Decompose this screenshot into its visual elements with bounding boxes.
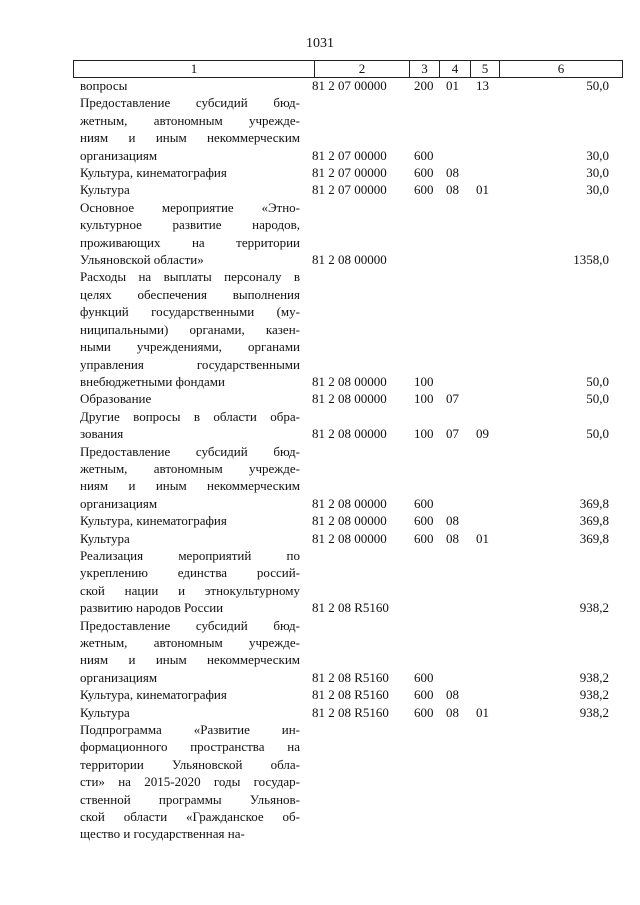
description-line: территории Ульяновской обла- [80, 756, 300, 772]
budget-table-body [0, 77, 640, 843]
row-description [80, 547, 300, 617]
table-row [0, 390, 640, 407]
description-line: щество и государственная на- [80, 826, 245, 842]
description-line: Ульяновской области» [80, 252, 204, 268]
description-line: зования [80, 426, 124, 442]
row-description [80, 530, 300, 547]
budget-code: 81 2 08 00000 [312, 373, 387, 389]
expense-type-code: 600 [414, 513, 434, 529]
subsection-code: 01 [476, 704, 489, 720]
description-line: Расходы на выплаты персоналу в [80, 269, 300, 285]
amount-value: 369,8 [579, 495, 609, 511]
description-line: организациям [80, 495, 158, 511]
description-line: ской области «Гражданское об- [80, 809, 300, 825]
description-line: функций государственными (му- [80, 304, 300, 320]
expense-type-code: 600 [414, 530, 434, 546]
table-row [0, 199, 640, 269]
table-row [0, 77, 640, 94]
description-line: проживающих на территории [80, 234, 300, 250]
description-line: культурное развитие народов, [80, 217, 300, 233]
column-header-1: 1 [190, 61, 198, 76]
description-line: Другие вопросы в области обра- [80, 408, 300, 424]
table-row [0, 268, 640, 390]
section-code: 08 [446, 182, 459, 198]
description-line: Реализация мероприятий по [80, 547, 300, 563]
section-code: 07 [446, 426, 459, 442]
table-row [0, 530, 640, 547]
table-row [0, 94, 640, 164]
description-line: Культура, кинематография [80, 165, 227, 181]
description-line: ской нации и этнокультурному [80, 582, 300, 598]
row-description [80, 721, 300, 843]
expense-type-code: 600 [414, 669, 434, 685]
expense-type-code: 600 [414, 182, 434, 198]
column-header-3: 3 [421, 61, 428, 76]
expense-type-code: 100 [414, 373, 434, 389]
table-row [0, 443, 640, 513]
row-description [80, 512, 300, 529]
budget-code: 81 2 08 00000 [312, 252, 387, 268]
section-code: 01 [446, 78, 459, 93]
budget-code: 81 2 08 00000 [312, 530, 387, 546]
row-description [80, 686, 300, 703]
budget-code: 81 2 08 R5160 [312, 669, 389, 685]
amount-value: 50,0 [586, 373, 609, 389]
expense-type-code: 100 [414, 391, 434, 407]
description-line: Культура, кинематография [80, 513, 227, 529]
column-header-4: 4 [451, 61, 459, 76]
expense-type-code: 100 [414, 426, 434, 442]
budget-code: 81 2 08 00000 [312, 426, 387, 442]
amount-value: 30,0 [586, 147, 609, 163]
description-line: ными учреждениями, органами [80, 339, 300, 355]
budget-code: 81 2 08 00000 [312, 391, 387, 407]
budget-code: 81 2 07 00000 [312, 147, 387, 163]
row-description [80, 181, 300, 198]
description-line: вопросы [80, 78, 128, 93]
table-row [0, 547, 640, 617]
row-description [80, 164, 300, 181]
row-description [80, 408, 300, 443]
description-line: ниям и иным некоммерческим [80, 652, 300, 668]
amount-value: 1358,0 [573, 252, 609, 268]
subsection-code: 09 [476, 426, 489, 442]
row-description [80, 94, 300, 164]
expense-type-code: 600 [414, 495, 434, 511]
amount-value: 369,8 [579, 530, 609, 546]
budget-code: 81 2 08 R5160 [312, 704, 389, 720]
description-line: Предоставление субсидий бюд- [80, 443, 300, 459]
expense-type-code: 600 [414, 165, 434, 181]
amount-value: 50,0 [586, 426, 609, 442]
amount-value: 938,2 [579, 669, 609, 685]
expense-type-code: 600 [414, 687, 434, 703]
description-line: жетным, автономным учрежде- [80, 635, 300, 650]
description-line: Культура [80, 704, 130, 720]
description-line: Предоставление субсидий бюд- [80, 95, 300, 111]
description-line: Культура [80, 182, 130, 198]
column-header-2: 2 [358, 61, 366, 76]
table-row [0, 512, 640, 529]
description-line: Подпрограмма «Развитие ин- [80, 722, 300, 738]
section-code: 08 [446, 513, 459, 529]
section-code: 08 [446, 687, 459, 703]
description-line: организациям [80, 669, 158, 685]
description-line: сти» на 2015-2020 годы государ- [80, 774, 300, 790]
description-line: Культура [80, 530, 130, 546]
budget-code: 81 2 07 00000 [312, 165, 387, 181]
page-number: 1031 [306, 36, 334, 51]
budget-code: 81 2 07 00000 [312, 78, 387, 93]
amount-value: 369,8 [579, 513, 609, 529]
column-header-6: 6 [557, 61, 565, 76]
table-row [0, 164, 640, 181]
description-line: внебюджетными фондами [80, 373, 225, 389]
budget-code: 81 2 08 00000 [312, 495, 387, 511]
description-line: управления государственными [80, 356, 300, 372]
description-line: формационного пространства на [80, 739, 300, 755]
table-row [0, 181, 640, 198]
table-row [0, 686, 640, 703]
expense-type-code: 600 [414, 704, 434, 720]
column-header-5: 5 [481, 61, 489, 76]
amount-value: 938,2 [579, 687, 609, 703]
description-line: развитию народов России [80, 600, 224, 616]
description-line: ниям и иным некоммерческим [80, 478, 300, 494]
description-line: ниципальными) органами, казен- [80, 321, 300, 337]
subsection-code: 01 [476, 530, 489, 546]
section-code: 07 [446, 391, 459, 407]
row-description [80, 390, 300, 407]
table-row [0, 617, 640, 687]
subsection-code: 01 [476, 182, 489, 198]
description-line: Культура, кинематография [80, 687, 227, 703]
description-line: ственной программы Ульянов- [80, 791, 300, 807]
description-line: организациям [80, 147, 158, 163]
budget-code: 81 2 08 00000 [312, 513, 387, 529]
row-description [80, 268, 300, 390]
amount-value: 938,2 [579, 704, 609, 720]
amount-value: 30,0 [586, 182, 609, 198]
amount-value: 50,0 [586, 391, 609, 407]
budget-code: 81 2 08 R5160 [312, 600, 389, 616]
row-description [80, 617, 300, 687]
table-row [0, 704, 640, 721]
row-description [80, 199, 300, 269]
expense-type-code: 200 [414, 78, 434, 93]
table-header [73, 60, 623, 78]
description-line: жетным, автономным учрежде- [80, 460, 300, 476]
section-code: 08 [446, 704, 459, 720]
budget-code: 81 2 08 R5160 [312, 687, 389, 703]
description-line: укреплению единства россий- [80, 565, 300, 581]
section-code: 08 [446, 165, 459, 181]
subsection-code: 13 [476, 78, 489, 93]
description-line: целях обеспечения выполнения [80, 286, 300, 302]
section-code: 08 [446, 530, 459, 546]
description-line: Основное мероприятие «Этно- [80, 199, 300, 215]
amount-value: 50,0 [586, 78, 609, 93]
budget-code: 81 2 07 00000 [312, 182, 387, 198]
description-line: Образование [80, 391, 152, 407]
amount-value: 30,0 [586, 165, 609, 181]
row-description [80, 77, 300, 94]
table-row [0, 721, 640, 843]
expense-type-code: 600 [414, 147, 434, 163]
amount-value: 938,2 [579, 600, 609, 616]
description-line: Предоставление субсидий бюд- [80, 617, 300, 633]
table-row [0, 408, 640, 443]
description-line: ниям и иным некоммерческим [80, 130, 300, 146]
row-description [80, 704, 300, 721]
row-description [80, 443, 300, 513]
description-line: жетным, автономным учрежде- [80, 112, 300, 128]
